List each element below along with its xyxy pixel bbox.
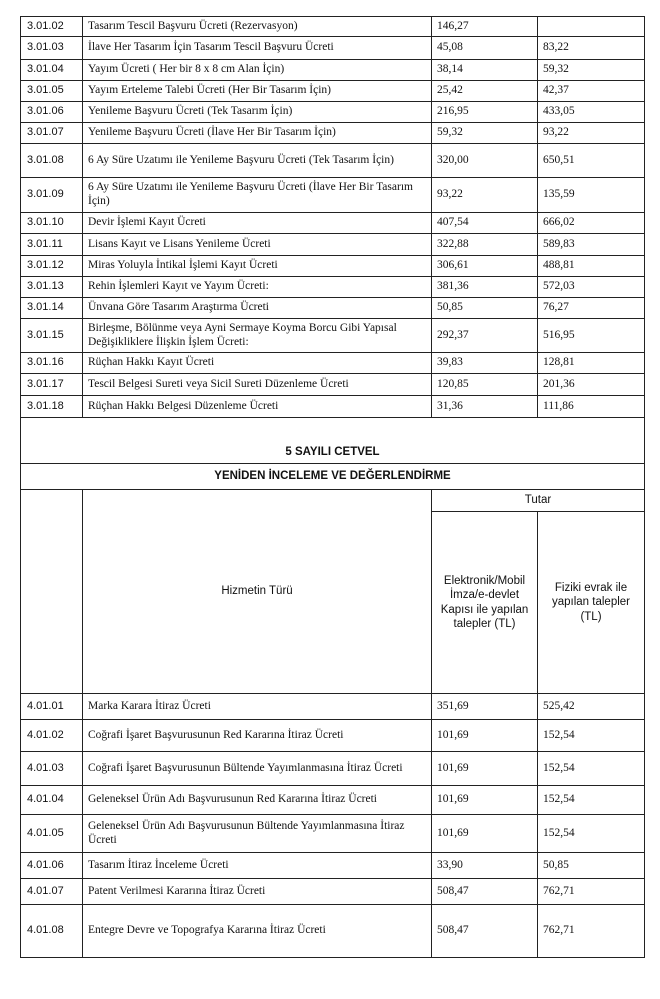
fee-code: 4.01.08 [21, 905, 83, 958]
fee-physical-amount: 128,81 [538, 353, 645, 374]
fee-electronic-amount: 38,14 [432, 60, 538, 81]
fee-physical-amount: 152,54 [538, 815, 645, 853]
table-row [21, 81, 645, 102]
fee-physical-amount: 650,51 [538, 144, 645, 178]
fee-description: Geleneksel Ürün Adı Başvurusunun Red Kararına İtiraz Ücreti [83, 786, 432, 815]
fee-code: 3.01.03 [21, 37, 83, 60]
table-row [21, 720, 645, 752]
fee-electronic-amount: 216,95 [432, 102, 538, 123]
table-row [21, 37, 645, 60]
table-row [21, 234, 645, 256]
fee-physical-amount: 76,27 [538, 298, 645, 319]
fee-electronic-amount: 306,61 [432, 256, 538, 277]
fee-description: Lisans Kayıt ve Lisans Yenileme Ücreti [83, 234, 432, 256]
fee-electronic-amount: 120,85 [432, 374, 538, 396]
fee-physical-amount: 589,83 [538, 234, 645, 256]
fee-electronic-amount: 381,36 [432, 277, 538, 298]
fee-description: Yenileme Başvuru Ücreti (İlave Her Bir Tasarım İçin) [83, 123, 432, 144]
fee-physical-amount: 433,05 [538, 102, 645, 123]
fee-description: Birleşme, Bölünme veya Ayni Sermaye Koyma Borcu Gibi Yapısal Değişikliklere İlişkin İşlem Ücreti: [83, 319, 432, 353]
physical-requests-header: Fiziki evrak ile yapılan talepler (TL) [538, 512, 645, 694]
fee-code: 3.01.14 [21, 298, 83, 319]
fee-physical-amount: 572,03 [538, 277, 645, 298]
table-row [21, 277, 645, 298]
fee-code: 4.01.07 [21, 879, 83, 905]
fee-description: Tasarım İtiraz İnceleme Ücreti [83, 853, 432, 879]
fee-physical-amount: 93,22 [538, 123, 645, 144]
table-row [21, 905, 645, 958]
spacer-cell [21, 418, 645, 444]
fee-physical-amount: 152,54 [538, 720, 645, 752]
fee-description: Entegre Devre ve Topografya Kararına İtiraz Ücreti [83, 905, 432, 958]
fee-electronic-amount: 508,47 [432, 905, 538, 958]
fee-electronic-amount: 50,85 [432, 298, 538, 319]
fee-description: Yayım Erteleme Talebi Ücreti (Her Bir Tasarım İçin) [83, 81, 432, 102]
amount-header: Tutar [432, 490, 645, 512]
table-row [21, 396, 645, 418]
fee-code: 4.01.03 [21, 752, 83, 786]
fee-electronic-amount: 101,69 [432, 786, 538, 815]
fee-physical-amount: 135,59 [538, 178, 645, 213]
fee-physical-amount: 525,42 [538, 694, 645, 720]
fee-physical-amount: 42,37 [538, 81, 645, 102]
table-row [21, 213, 645, 234]
fee-physical-amount: 488,81 [538, 256, 645, 277]
fee-description: Patent Verilmesi Kararına İtiraz Ücreti [83, 879, 432, 905]
table-row [21, 123, 645, 144]
table-row [21, 17, 645, 37]
fee-electronic-amount: 93,22 [432, 178, 538, 213]
fee-code: 3.01.15 [21, 319, 83, 353]
fee-code: 4.01.05 [21, 815, 83, 853]
fee-code: 3.01.10 [21, 213, 83, 234]
fee-description: Miras Yoluyla İntikal İşlemi Kayıt Ücreti [83, 256, 432, 277]
fee-electronic-amount: 292,37 [432, 319, 538, 353]
fee-electronic-amount: 146,27 [432, 17, 538, 37]
fee-physical-amount: 516,95 [538, 319, 645, 353]
fee-code: 3.01.17 [21, 374, 83, 396]
table-row [21, 353, 645, 374]
fee-electronic-amount: 508,47 [432, 879, 538, 905]
fee-code: 4.01.04 [21, 786, 83, 815]
fee-description: Devir İşlemi Kayıt Ücreti [83, 213, 432, 234]
fee-electronic-amount: 101,69 [432, 752, 538, 786]
fee-code: 4.01.01 [21, 694, 83, 720]
fee-description: Rüçhan Hakkı Belgesi Düzenleme Ücreti [83, 396, 432, 418]
fee-electronic-amount: 101,69 [432, 815, 538, 853]
fee-physical-amount: 50,85 [538, 853, 645, 879]
table-row [21, 319, 645, 353]
section-subtitle: YENİDEN İNCELEME VE DEĞERLENDİRME [21, 464, 645, 490]
table-row [21, 752, 645, 786]
fee-electronic-amount: 31,36 [432, 396, 538, 418]
fee-electronic-amount: 59,32 [432, 123, 538, 144]
fee-description: Yayım Ücreti ( Her bir 8 x 8 cm Alan İçin) [83, 60, 432, 81]
table-row [21, 786, 645, 815]
fee-electronic-amount: 322,88 [432, 234, 538, 256]
fee-code: 3.01.02 [21, 17, 83, 37]
fee-electronic-amount: 407,54 [432, 213, 538, 234]
fee-description: Coğrafi İşaret Başvurusunun Bültende Yayımlanmasına İtiraz Ücreti [83, 752, 432, 786]
top-fee-rows [21, 17, 645, 418]
fee-description: İlave Her Tasarım İçin Tasarım Tescil Başvuru Ücreti [83, 37, 432, 60]
fee-code: 3.01.11 [21, 234, 83, 256]
fee-code: 3.01.06 [21, 102, 83, 123]
fee-physical-amount: 762,71 [538, 905, 645, 958]
fee-description: 6 Ay Süre Uzatımı ile Yenileme Başvuru Ücreti (İlave Her Bir Tasarım İçin) [83, 178, 432, 213]
bottom-fee-rows [21, 694, 645, 958]
fee-physical-amount: 152,54 [538, 752, 645, 786]
fee-description: Coğrafi İşaret Başvurusunun Red Kararına İtiraz Ücreti [83, 720, 432, 752]
table-row [21, 102, 645, 123]
fee-code: 3.01.18 [21, 396, 83, 418]
fee-description: Rehin İşlemleri Kayıt ve Yayım Ücreti: [83, 277, 432, 298]
fee-description: Tescil Belgesi Sureti veya Sicil Sureti Düzenleme Ücreti [83, 374, 432, 396]
fee-physical-amount: 762,71 [538, 879, 645, 905]
fee-code: 3.01.08 [21, 144, 83, 178]
fee-electronic-amount: 33,90 [432, 853, 538, 879]
table-row [21, 144, 645, 178]
fee-electronic-amount: 25,42 [432, 81, 538, 102]
table-row [21, 60, 645, 81]
table-row [21, 694, 645, 720]
fee-code: 3.01.09 [21, 178, 83, 213]
fee-description: Ünvana Göre Tasarım Araştırma Ücreti [83, 298, 432, 319]
fee-description: Rüçhan Hakkı Kayıt Ücreti [83, 353, 432, 374]
fee-code: 3.01.07 [21, 123, 83, 144]
fee-physical-amount: 666,02 [538, 213, 645, 234]
service-type-header: Hizmetin Türü [83, 490, 432, 694]
table-row [21, 374, 645, 396]
fee-electronic-amount: 39,83 [432, 353, 538, 374]
fee-description: 6 Ay Süre Uzatımı ile Yenileme Başvuru Ücreti (Tek Tasarım İçin) [83, 144, 432, 178]
fee-physical-amount: 152,54 [538, 786, 645, 815]
fee-description: Tasarım Tescil Başvuru Ücreti (Rezervasyon) [83, 17, 432, 37]
fee-physical-amount: 201,36 [538, 374, 645, 396]
table-row [21, 815, 645, 853]
section-header [21, 418, 645, 694]
fee-physical-amount: 111,86 [538, 396, 645, 418]
table-row [21, 178, 645, 213]
fee-code: 3.01.05 [21, 81, 83, 102]
fee-physical-amount [538, 17, 645, 37]
code-header-cell [21, 490, 83, 694]
fee-code: 3.01.16 [21, 353, 83, 374]
fee-description: Geleneksel Ürün Adı Başvurusunun Bültende Yayımlanmasına İtiraz Ücreti [83, 815, 432, 853]
fee-code: 3.01.04 [21, 60, 83, 81]
section-title: 5 SAYILI CETVEL [21, 444, 645, 464]
fee-physical-amount: 59,32 [538, 60, 645, 81]
table-row [21, 853, 645, 879]
fee-code: 3.01.13 [21, 277, 83, 298]
table-row [21, 879, 645, 905]
fee-electronic-amount: 101,69 [432, 720, 538, 752]
table-row [21, 256, 645, 277]
spacer-row [21, 418, 645, 444]
fee-table [20, 16, 645, 958]
fee-code: 3.01.12 [21, 256, 83, 277]
fee-description: Marka Karara İtiraz Ücreti [83, 694, 432, 720]
fee-description: Yenileme Başvuru Ücreti (Tek Tasarım İçin) [83, 102, 432, 123]
fee-electronic-amount: 45,08 [432, 37, 538, 60]
fee-electronic-amount: 320,00 [432, 144, 538, 178]
fee-code: 4.01.02 [21, 720, 83, 752]
electronic-requests-header: Elektronik/Mobil İmza/e-devlet Kapısı ile yapılan talepler (TL) [432, 512, 538, 694]
fee-code: 4.01.06 [21, 853, 83, 879]
fee-electronic-amount: 351,69 [432, 694, 538, 720]
table-row [21, 298, 645, 319]
fee-physical-amount: 83,22 [538, 37, 645, 60]
